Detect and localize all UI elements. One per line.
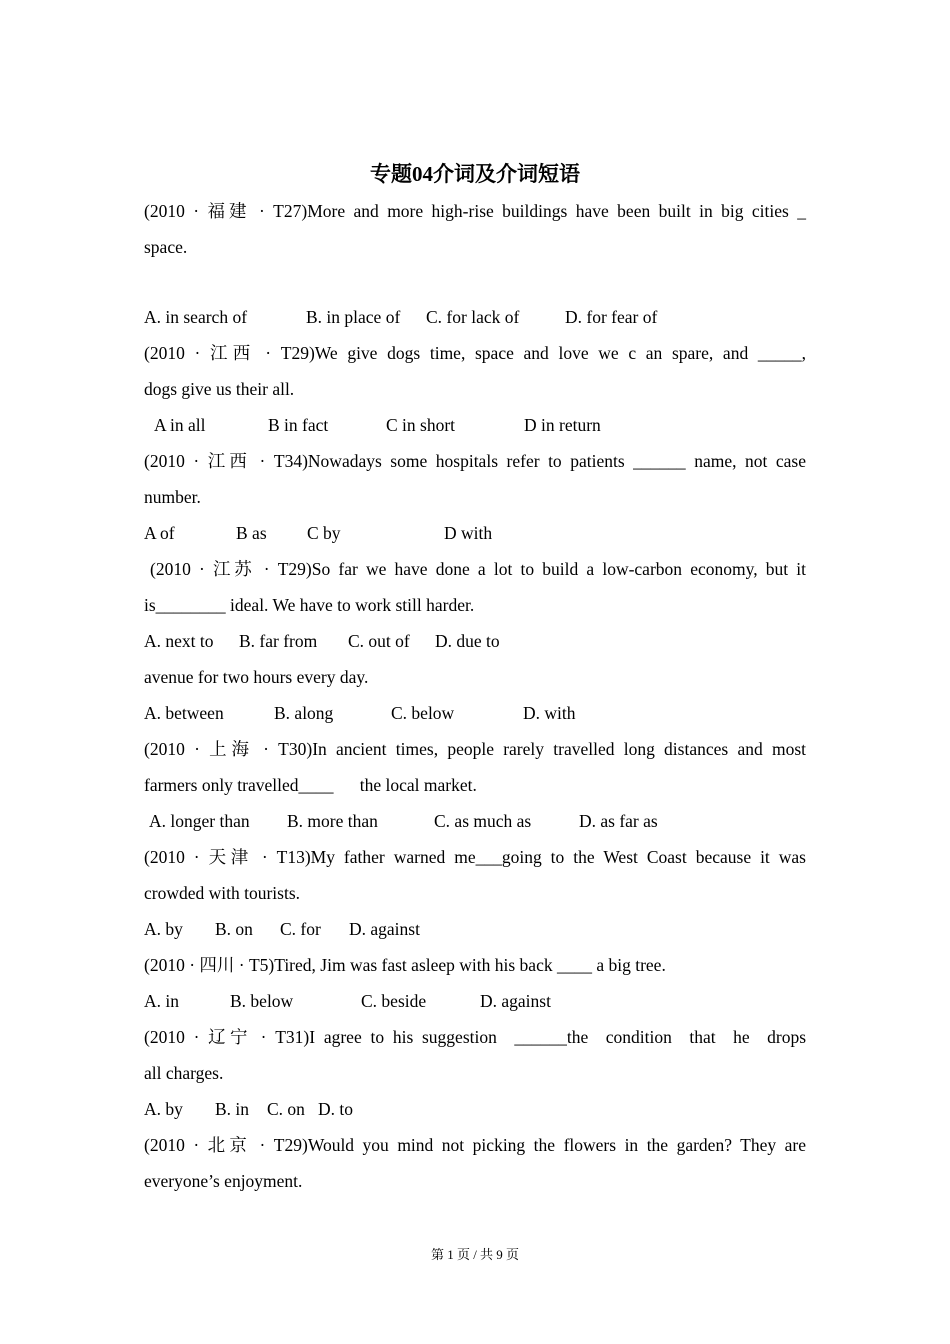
question-stem-cont: all charges.	[144, 1063, 224, 1083]
question-stem-cont: is________ ideal. We have to work still harder.	[144, 595, 475, 615]
option-b: B. along	[274, 703, 334, 723]
option-c: C. on	[267, 1099, 305, 1119]
answer-options	[144, 299, 806, 335]
option-d: D. against	[480, 991, 551, 1011]
option-b: B. below	[230, 991, 294, 1011]
question-stem-cont: space.	[144, 237, 188, 257]
answer-options	[144, 623, 806, 659]
option-b: B. in place of	[306, 307, 401, 327]
option-c: C. below	[391, 703, 455, 723]
question-stem-cont: farmers only travelled____ the local market.	[144, 775, 477, 795]
question-stem: (2010 · 江西 · T34)Nowadays some hospitals refer to patients ______ name, not case	[144, 451, 806, 471]
answer-options	[144, 695, 806, 731]
question-stem: (2010 · 天津 · T13)My father warned me___going to the West Coast because it was	[144, 847, 806, 867]
option-a: A. in search of	[144, 307, 248, 327]
option-d: D. to	[318, 1099, 353, 1119]
option-c: C. as much as	[434, 811, 532, 831]
option-d: D. as far as	[579, 811, 658, 831]
option-d: D. for fear of	[565, 307, 658, 327]
question-stem-cont: dogs give us their all.	[144, 379, 295, 399]
option-c: C. for	[280, 919, 321, 939]
question-stem: (2010 · 上海 · T30)In ancient times, people rarely travelled long distances and most	[144, 739, 806, 759]
question-stem: (2010 · 福建 · T27)More and more high-rise buildings have been built in big cities _	[144, 201, 806, 221]
answer-options	[144, 911, 806, 947]
page-title: 专题04介词及介词短语	[370, 162, 580, 186]
option-d: D with	[444, 523, 493, 543]
question-stem: avenue for two hours every day.	[144, 667, 369, 687]
option-a: A in all	[154, 415, 206, 435]
option-c: C. out of	[348, 631, 410, 651]
question-stem-cont: number.	[144, 487, 201, 507]
option-a: A. by	[144, 1099, 183, 1119]
option-a: A. in	[144, 991, 179, 1011]
option-b: B. on	[215, 919, 253, 939]
page-number-footer: 第 1 页 / 共 9 页	[430, 1247, 520, 1262]
option-c: C by	[307, 523, 341, 543]
question-stem: (2010 · 江苏 · T29)So far we have done a lot to build a low-carbon economy, but it	[150, 559, 806, 579]
answer-options	[144, 515, 806, 551]
question-list	[144, 193, 806, 1199]
option-b: B. in	[215, 1099, 250, 1119]
option-d: D. against	[349, 919, 420, 939]
option-a: A. by	[144, 919, 183, 939]
option-a: A. longer than	[149, 811, 250, 831]
option-b: B. far from	[239, 631, 318, 651]
option-c: C. beside	[361, 991, 427, 1011]
question-stem: (2010 · 辽宁 · T31)I agree to his suggestion ______the condition that he drops	[144, 1027, 806, 1047]
option-a: A of	[144, 523, 175, 543]
option-d: D. with	[523, 703, 576, 723]
question-stem-cont: crowded with tourists.	[144, 883, 301, 903]
answer-options	[144, 1091, 806, 1127]
option-a: A. between	[144, 703, 224, 723]
question-stem-cont: everyone’s enjoyment.	[144, 1171, 303, 1191]
option-b: B as	[236, 523, 267, 543]
answer-options	[144, 803, 806, 839]
option-a: A. next to	[144, 631, 214, 651]
question-stem: (2010 · 江西 · T29)We give dogs time, space and love we c an spare, and _____,	[144, 343, 806, 363]
question-stem: (2010 · 北京 · T29)Would you mind not picking the flowers in the garden? They are	[144, 1135, 806, 1155]
option-b: B in fact	[268, 415, 329, 435]
option-d: D in return	[524, 415, 601, 435]
option-c: C. for lack of	[426, 307, 520, 327]
answer-options	[144, 407, 806, 443]
option-d: D. due to	[435, 631, 500, 651]
question-stem: (2010 · 四川 · T5)Tired, Jim was fast asleep with his back ____ a big tree.	[144, 955, 666, 975]
option-b: B. more than	[287, 811, 378, 831]
answer-options	[144, 983, 806, 1019]
option-c: C in short	[386, 415, 456, 435]
